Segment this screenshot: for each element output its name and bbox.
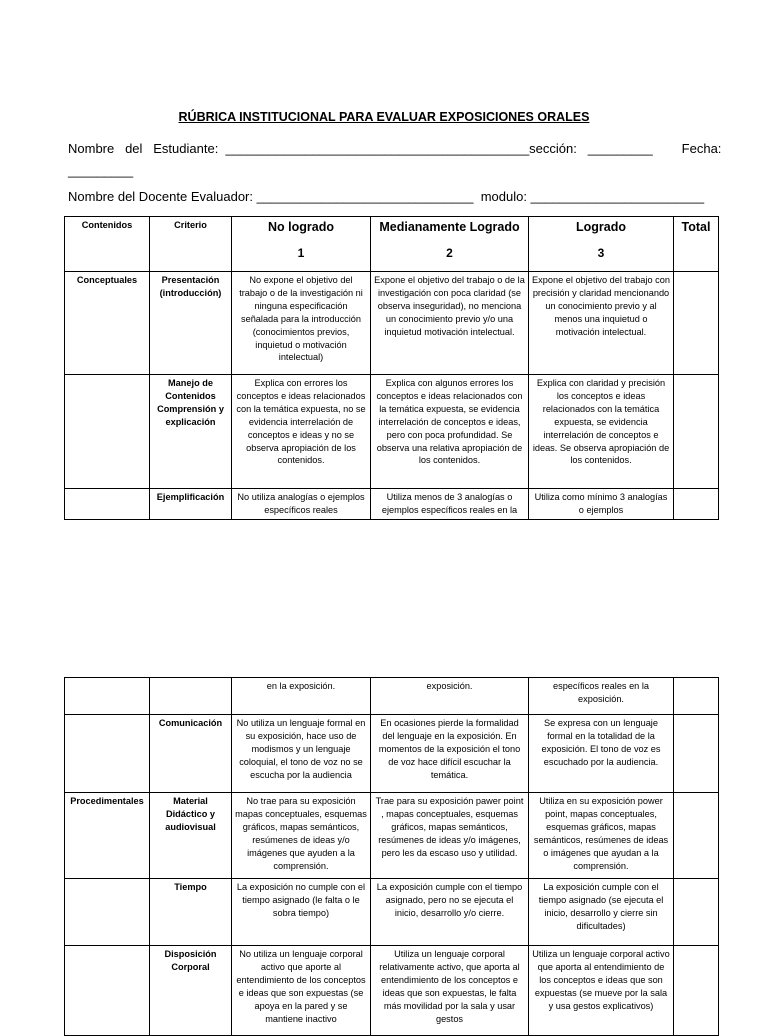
contenido-cell: [65, 678, 150, 715]
criterio-cell: Comunicación: [150, 715, 232, 793]
medianamente-cell: Explica con algunos errores los conceptos e ideas relacionados con la temática expuesta, se evidencia interrelación de conceptos e ideas, pero con poca profundidad. Se observa una relativa apropiación de los contenidos.: [371, 375, 529, 489]
criterio-cell: Ejemplificación: [150, 489, 232, 520]
no-logrado-cell: en la exposición.: [232, 678, 371, 715]
no-logrado-cell: No utiliza analogías o ejemplos específicos reales: [232, 489, 371, 520]
medianamente-cell: Utiliza un lenguaje corporal relativamente activo, que aporta al entendimiento de los conceptos e ideas que son expuestas, le falta más movilidad por la sala y usar gestos: [371, 946, 529, 1036]
contenido-cell: Conceptuales: [65, 272, 150, 375]
medianamente-cell: La exposición cumple con el tiempo asignado, pero no se ejecuta el inicio, desarrollo y/o cierre.: [371, 879, 529, 946]
medianamente-cell: Expone el objetivo del trabajo o de la investigación con poca claridad (se observa inseguridad), no menciona un conocimiento previo y/o una inquietud motivación intelectual.: [371, 272, 529, 375]
total-cell: [674, 946, 719, 1036]
contenido-cell: [65, 489, 150, 520]
header-logrado-label: Logrado: [576, 220, 626, 234]
criterio-cell: Material Didáctico y audiovisual: [150, 793, 232, 879]
contenido-cell: [65, 879, 150, 946]
rubric-table-part-1: [64, 216, 719, 520]
contenido-cell: [65, 715, 150, 793]
total-cell: [674, 715, 719, 793]
criterio-cell: Disposición Corporal: [150, 946, 232, 1036]
header-no-logrado-score: 1: [297, 246, 305, 260]
contenido-cell: Procedimentales: [65, 793, 150, 879]
table-row: [65, 946, 719, 1036]
criterio-cell: [150, 678, 232, 715]
rubric-table-part-2: [64, 677, 719, 1036]
total-cell: [674, 489, 719, 520]
logrado-cell: Utiliza como mínimo 3 analogías o ejemplos: [529, 489, 674, 520]
no-logrado-cell: Explica con errores los conceptos e ideas relacionados con la temática expuesta, no se evidencia interrelación de conceptos e ideas y no se observa apropiación de los contenidos.: [232, 375, 371, 489]
student-name-line-continued: _________: [68, 163, 134, 178]
no-logrado-cell: No expone el objetivo del trabajo o de la investigación ni ninguna especificación señalada para la introducción (conocimientos previos, inquietud o motivación intelectual): [232, 272, 371, 375]
total-cell: [674, 678, 719, 715]
no-logrado-cell: La exposición no cumple con el tiempo asignado (le falta o le sobra tiempo): [232, 879, 371, 946]
no-logrado-cell: No utiliza un lenguaje corporal activo que aporte al entendimiento de los conceptos e ideas que son expuestas (se apoya en la pared y se mantiene inactivo: [232, 946, 371, 1036]
table-row: [65, 715, 719, 793]
header-no-logrado-label: No logrado: [268, 220, 334, 234]
criterio-cell: Manejo de Contenidos Comprensión y explicación: [150, 375, 232, 489]
logrado-cell: La exposición cumple con el tiempo asignado (se ejecuta el inicio, desarrollo y cierre sin dificultades): [529, 879, 674, 946]
medianamente-cell: Trae para su exposición pawer point , mapas conceptuales, esquemas gráficos, mapas semánticos, resúmenes de ideas y/o imágenes, pero les da escaso uso y utilidad.: [371, 793, 529, 879]
table-row: [65, 375, 719, 489]
header-contenidos: Contenidos: [65, 217, 150, 272]
no-logrado-cell: No trae para su exposición mapas conceptuales, esquemas gráficos, mapas semánticos, resúmenes de ideas y/o imágenes que ayuden a la comprensión.: [232, 793, 371, 879]
no-logrado-cell: No utiliza un lenguaje formal en su exposición, hace uso de modismos y un lenguaje coloquial, el tono de voz no se escucha por la audiencia: [232, 715, 371, 793]
header-medianamente: [371, 217, 529, 272]
medianamente-cell: exposición.: [371, 678, 529, 715]
table-header-row: [65, 217, 719, 272]
medianamente-cell: En ocasiones pierde la formalidad del lenguaje en la exposición. En momentos de la exposición el tono de voz hace difícil escuchar la temática.: [371, 715, 529, 793]
header-logrado: [529, 217, 674, 272]
criterio-cell: Presentación (introducción): [150, 272, 232, 375]
document-title: RÚBRICA INSTITUCIONAL PARA EVALUAR EXPOSICIONES ORALES: [178, 110, 590, 124]
total-cell: [674, 272, 719, 375]
header-logrado-score: 3: [597, 246, 605, 260]
total-cell: [674, 375, 719, 489]
criterio-cell: Tiempo: [150, 879, 232, 946]
contenido-cell: [65, 946, 150, 1036]
header-no-logrado: [232, 217, 371, 272]
header-medianamente-label: Medianamente Logrado: [379, 220, 520, 234]
contenido-cell: [65, 375, 150, 489]
table-row: [65, 793, 719, 879]
teacher-name-line: Nombre del Docente Evaluador: ______________________________ modulo: ________________________: [68, 189, 705, 204]
header-total: Total: [674, 217, 719, 272]
table-row: [65, 272, 719, 375]
student-name-line: Nombre del Estudiante: __________________________________________sección: _________ Fecha:: [68, 141, 722, 156]
logrado-cell: Se expresa con un lenguaje formal en la totalidad de la exposición. El tono de voz es escuchado por la audiencia.: [529, 715, 674, 793]
logrado-cell: Explica con claridad y precisión los conceptos e ideas relacionados con la temática expuesta, se evidencia interrelación de conceptos e ideas. Se observa apropiación de los contenidos.: [529, 375, 674, 489]
logrado-cell: Utiliza un lenguaje corporal activo que aporta al entendimiento de los conceptos e ideas que son expuestas (se mueve por la sala y usa gestos explicativos): [529, 946, 674, 1036]
header-medianamente-score: 2: [446, 246, 453, 260]
page-2: [0, 640, 768, 1024]
header-criterio: Criterio: [150, 217, 232, 272]
table-row: [65, 489, 719, 520]
logrado-cell: Utiliza en su exposición power point, mapas conceptuales, esquemas gráficos, mapas semánticos, resúmenes de ideas o imágenes que ayudan a la comprensión.: [529, 793, 674, 879]
logrado-cell: específicos reales en la exposición.: [529, 678, 674, 715]
medianamente-cell: Utiliza menos de 3 analogías o ejemplos específicos reales en la: [371, 489, 529, 520]
table-row: [65, 678, 719, 715]
total-cell: [674, 879, 719, 946]
total-cell: [674, 793, 719, 879]
table-row: [65, 879, 719, 946]
logrado-cell: Expone el objetivo del trabajo con precisión y claridad mencionando un conocimiento previo y al menos una inquietud o motivación intelectual.: [529, 272, 674, 375]
